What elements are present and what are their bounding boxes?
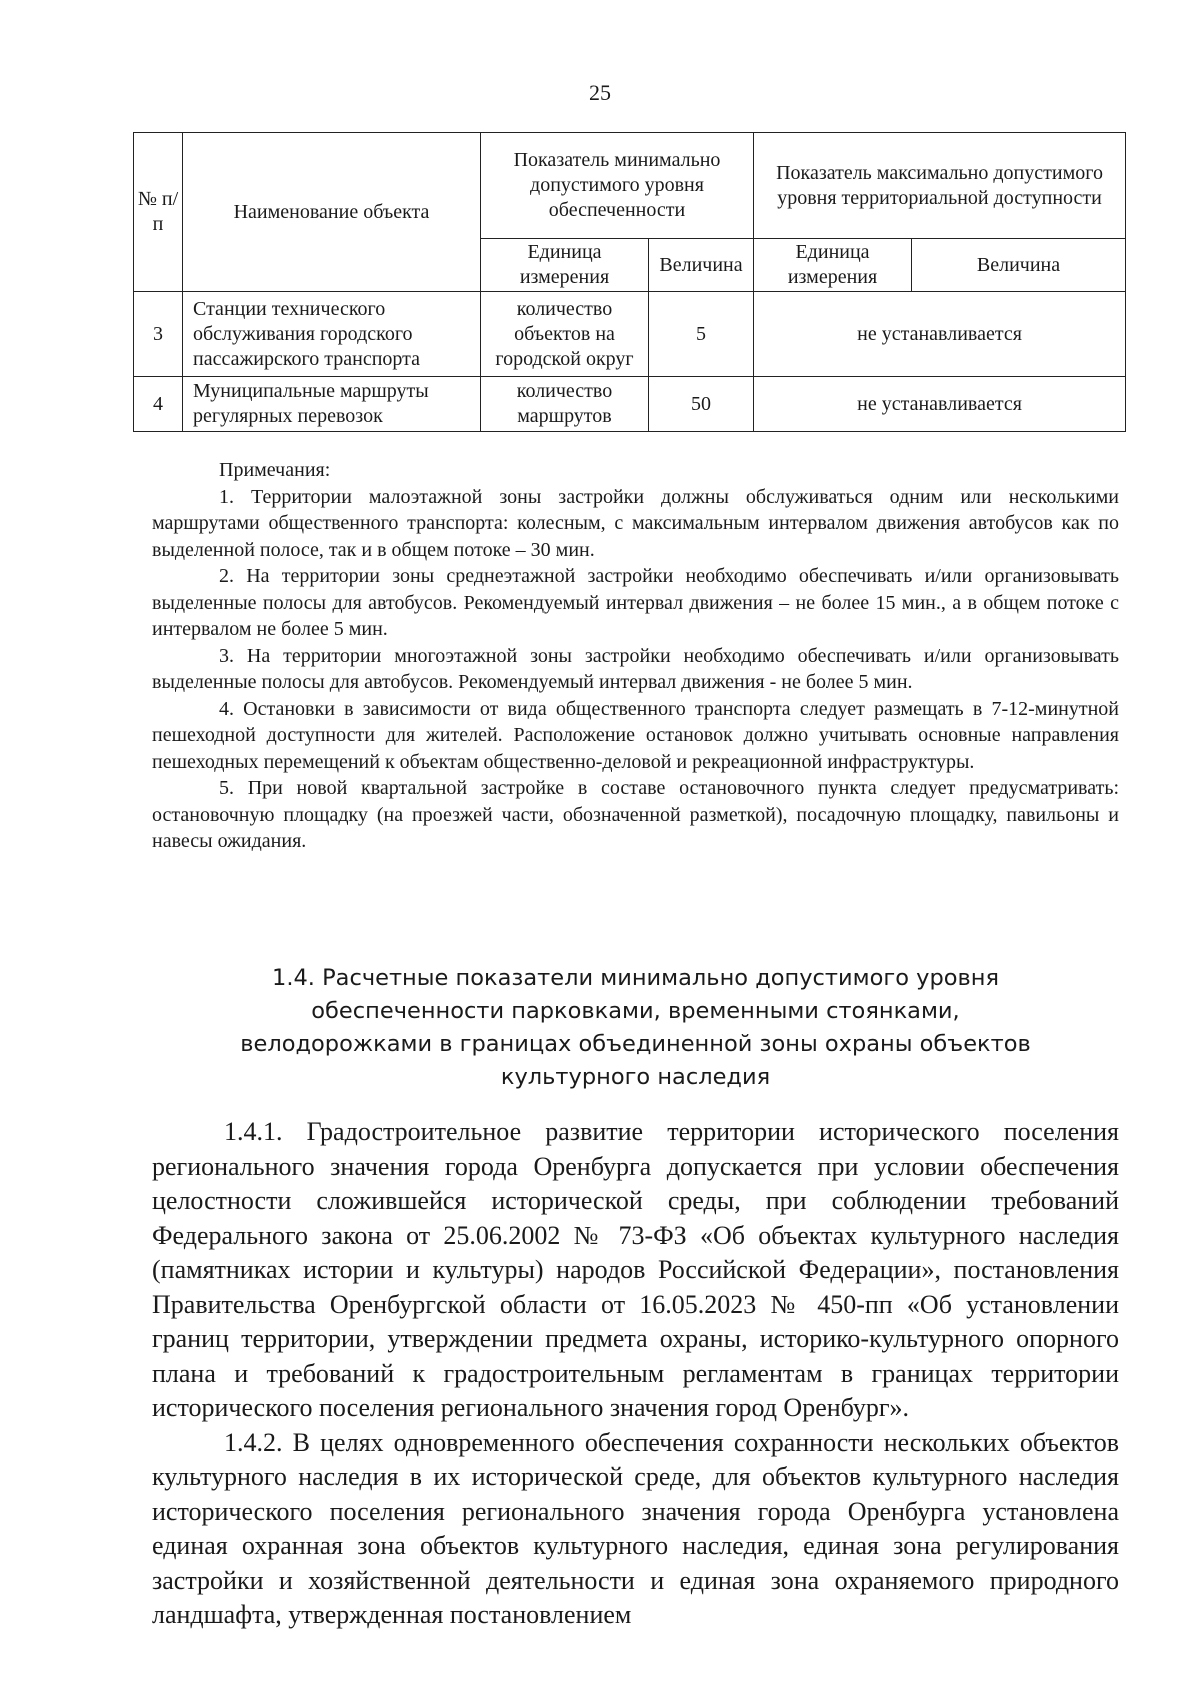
table-row [134,377,1126,432]
notes [152,457,1119,855]
header-max-value: Величина [912,239,1126,292]
body-text [152,1115,1119,1633]
paragraph: 1.4.1. Градостроительное развитие территории исторического поселения регионального значения города Оренбурга допускается при условии обеспечения целостности сложившейся исторической среды, при соблюдении требований Федерального закона от 25.06.2002 № 73-ФЗ «Об объектах культурного наследия (памятниках истории и культуры) народов Российской Федерации», постановления Правительства Оренбургской области от 16.05.2023 № 450-пп «Об установлении границ территории, утверждении предмета охраны, историко-культурного опорного плана и требований к градостроительным регламентам в границах территории исторического поселения регионального значения город Оренбург». [152,1117,1119,1422]
table-header-row [134,133,1126,239]
header-name: Наименование объекта [183,133,481,292]
row-value: 50 [649,377,754,432]
table-row [134,292,1126,377]
row-max: не устанавливается [754,377,1126,432]
notes-heading: Примечания: [219,459,331,481]
row-value: 5 [649,292,754,377]
header-min-unit: Единица измерения [481,239,649,292]
row-max: не устанавливается [754,292,1126,377]
section-title-line: обеспеченности парковками, временными стоянками, [311,998,960,1024]
note-item: 1. Территории малоэтажной зоны застройки должны обслуживаться одним или несколькими маршрутами общественного транспорта: колесным, с максимальным интервалом движения автобусов как по выделенной полосе, так и в общем потоке – 30 мин. [152,485,1119,561]
section-title-line: 1.4. Расчетные показатели минимально допустимого уровня [272,965,999,991]
row-num: 3 [134,292,183,377]
row-name: Станции технического обслуживания городского пассажирского транспорта [183,292,481,377]
paragraph: 1.4.2. В целях одновременного обеспечения сохранности нескольких объектов культурного наследия в их исторической среде, для объектов культурного наследия исторического поселения регионального значения города Оренбурга установлена единая охранная зона объектов культурного наследия, единая зона регулирования застройки и хозяйственной деятельности и единая зона охраняемого природного ландшафта, утвержденная постановлением [152,1427,1119,1629]
header-num: № п/п [134,133,183,292]
note-item: 2. На территории зоны среднеэтажной застройки необходимо обеспечивать и/или организовывать выделенные полосы для автобусов. Рекомендуемый интервал движения – не более 15 мин., а в общем потоке с интервалом не более 5 мин. [152,565,1119,640]
header-max-group: Показатель максимально допустимого уровня территориальной доступности [754,133,1126,239]
section-title-line: культурного наследия [500,1064,771,1090]
header-max-unit: Единица измерения [754,239,912,292]
row-name: Муниципальные маршруты регулярных перевозок [183,377,481,432]
header-min-group: Показатель минимально допустимого уровня обеспеченности [481,133,754,239]
header-min-value: Величина [649,239,754,292]
note-item: 3. На территории многоэтажной зоны застройки необходимо обеспечивать и/или организовывать выделенные полосы для автобусов. Рекомендуемый интервал движения - не более 5 мин. [152,644,1119,693]
note-item: 5. При новой квартальной застройке в составе остановочного пункта следует предусматривать: остановочную площадку (на проезжей части, обозначенной разметкой), посадочную площадку, павильоны и навесы ожидания. [152,777,1119,852]
section-title-line: велодорожками в границах объединенной зоны охраны объектов [240,1031,1031,1057]
row-num: 4 [134,377,183,432]
note-item: 4. Остановки в зависимости от вида общественного транспорта следует размещать в 7-12-минутной пешеходной доступности для жителей. Расположение остановок должно учитывать основные направления пешеходных перемещений к объектам общественно-деловой и рекреационной инфраструктуры. [152,697,1119,773]
row-unit: количество маршрутов [481,377,649,432]
indicators-table [133,132,1126,432]
page-number: 25 [589,80,611,105]
row-unit: количество объектов на городской округ [481,292,649,377]
section-title [152,962,1119,1094]
